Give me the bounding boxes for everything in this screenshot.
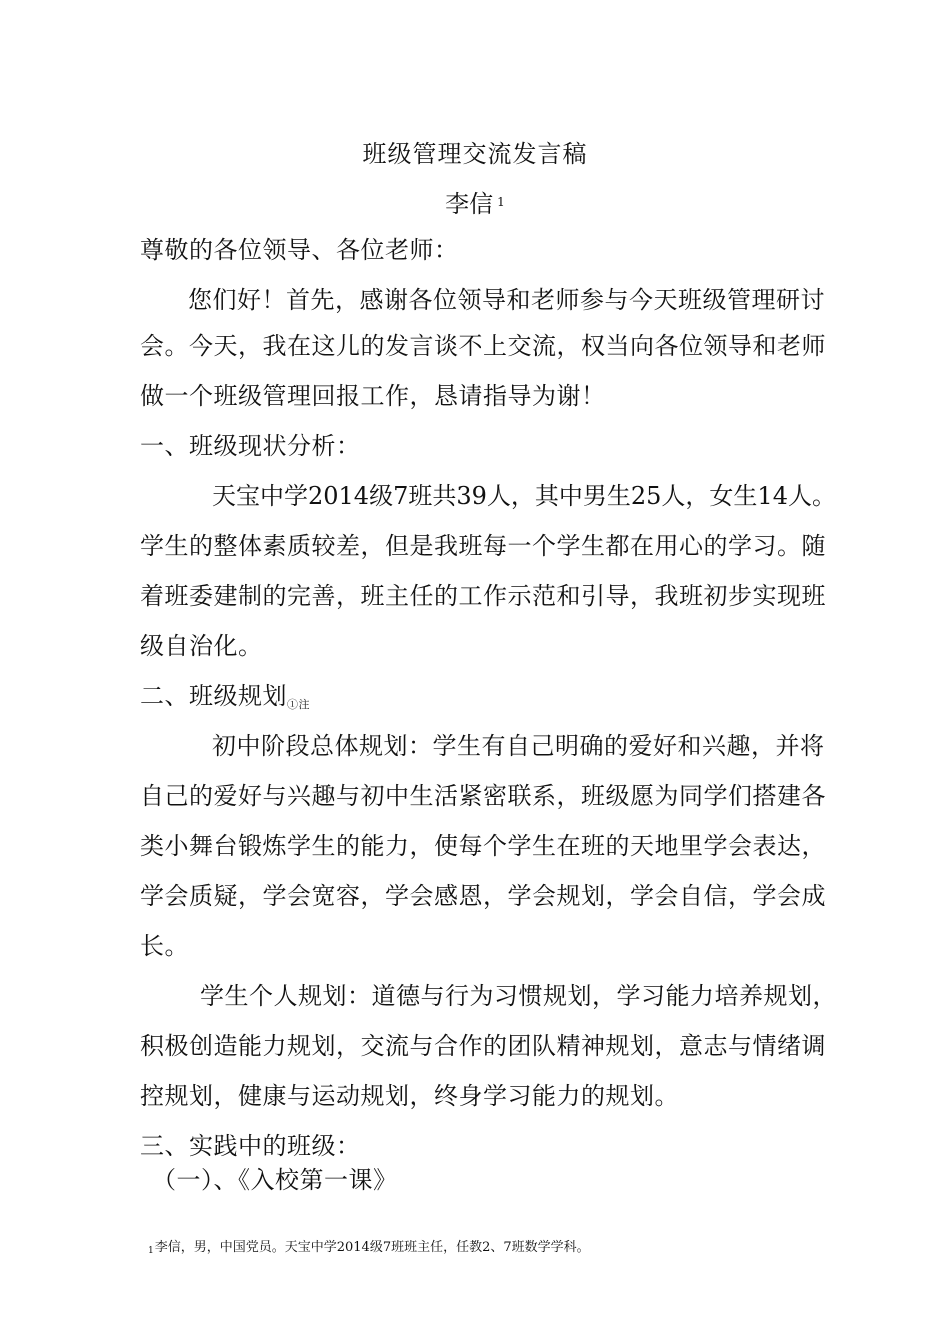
paragraph-line: 会。今天，我在这儿的发言谈不上交流，权当向各位领导和老师 — [140, 332, 826, 360]
author-name: 李信 — [445, 190, 494, 218]
paragraph-line: 天宝中学2014级7班共39人，其中男生25人，女生14人。 — [212, 482, 836, 510]
paragraph-line: 级自治化。 — [140, 632, 263, 660]
section-heading — [140, 676, 310, 712]
paragraph-line: 控规划，健康与运动规划，终身学习能力的规划。 — [140, 1082, 679, 1110]
section-heading-text: 二、班级规划 — [140, 682, 287, 710]
paragraph-line: 长。 — [140, 932, 189, 960]
paragraph-line: 类小舞台锻炼学生的能力，使每个学生在班的天地里学会表达， — [140, 832, 826, 860]
paragraph-line: 学生的整体素质较差，但是我班每一个学生都在用心的学习。随 — [140, 532, 826, 560]
salutation: 尊敬的各位领导、各位老师： — [140, 236, 459, 264]
paragraph-line: 学生个人规划：道德与行为习惯规划，学习能力培养规划， — [200, 982, 837, 1010]
paragraph-line: 着班委建制的完善，班主任的工作示范和引导，我班初步实现班 — [140, 582, 826, 610]
author-footnote-mark: 1 — [497, 195, 505, 209]
section-heading: 三、实践中的班级： — [140, 1132, 361, 1160]
subsection-heading: （一）、《入校第一课》 — [152, 1166, 398, 1194]
paragraph-line: 初中阶段总体规划：学生有自己明确的爱好和兴趣，并将 — [212, 732, 825, 760]
paragraph-line: 做一个班级管理回报工作，恳请指导为谢！ — [140, 382, 606, 410]
paragraph-line: 自己的爱好与兴趣与初中生活紧密联系，班级愿为同学们搭建各 — [140, 782, 826, 810]
footnote-mark: 1 — [148, 1246, 154, 1256]
section-heading: 一、班级现状分析： — [140, 432, 361, 460]
paragraph-line: 您们好！首先，感谢各位领导和老师参与今天班级管理研讨 — [188, 286, 825, 314]
footnote-text: 李信，男，中国党员。天宝中学2014级7班班主任，任教2、7班数学学科。 — [154, 1240, 590, 1255]
footnote — [148, 1236, 590, 1256]
author-line — [0, 184, 950, 219]
paragraph-line: 学会质疑，学会宽容，学会感恩，学会规划，学会自信，学会成 — [140, 882, 826, 910]
paragraph-line: 积极创造能力规划，交流与合作的团队精神规划，意志与情绪调 — [140, 1032, 826, 1060]
heading-note: ①注 — [287, 698, 310, 711]
document-title: 班级管理交流发言稿 — [362, 140, 588, 168]
